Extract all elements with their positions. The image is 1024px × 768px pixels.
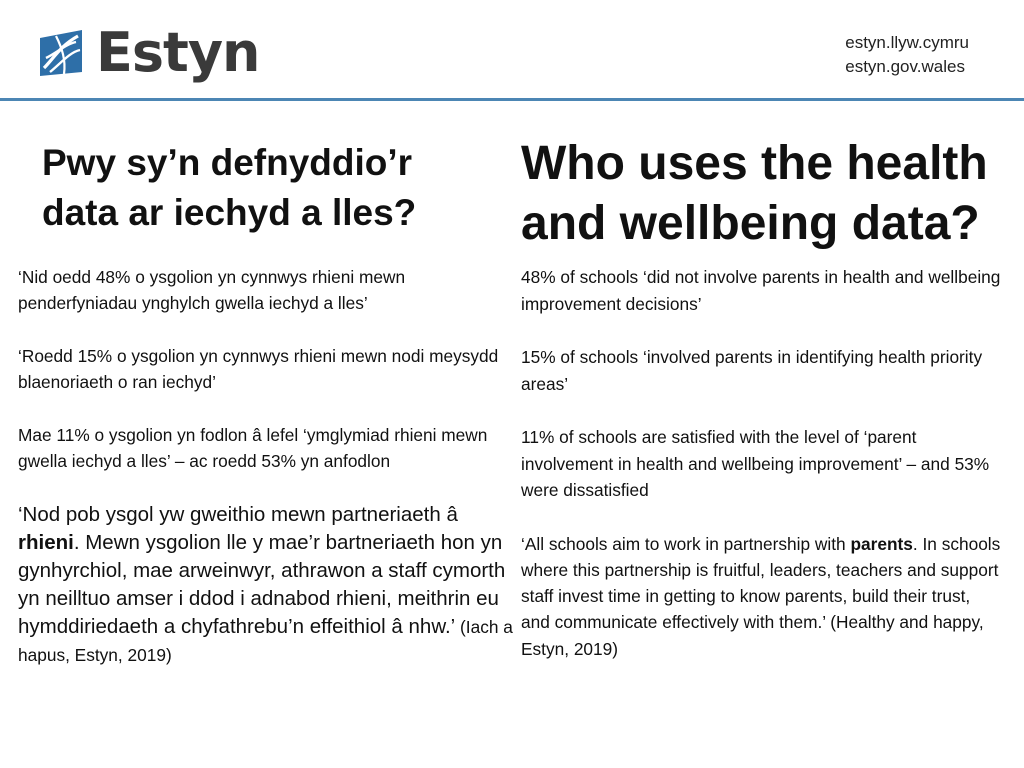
english-quote-citation: (Healthy and happy, Estyn, 2019) xyxy=(521,612,984,659)
logo-wordmark: Estyn xyxy=(96,21,260,84)
english-quote-rest: . In schools where this partnership is fruitful, leaders, teachers and support staff invest time in getting to know parents, build their trust, and communicate effectively with them.’ xyxy=(521,533,1001,633)
english-quote-emphasis: parents xyxy=(850,533,913,554)
welsh-title xyxy=(42,138,518,238)
english-title-line2: and wellbeing data? xyxy=(521,197,980,250)
header-divider xyxy=(0,98,1024,101)
english-title-line1: Who uses the health xyxy=(521,137,988,190)
welsh-title-line1: Pwy sy’n defnyddio’r xyxy=(42,142,413,183)
welsh-quote-citation: (Iach a hapus, Estyn, 2019) xyxy=(18,617,513,665)
welsh-title-block xyxy=(18,138,518,238)
welsh-stat-2: ‘Roedd 15% o ysgolion yn cynnwys rhieni mewn nodi meysydd blaenoriaeth o ran iechyd’ xyxy=(18,346,499,392)
english-stat-3: 11% of schools are satisfied with the level of ‘parent involvement in health and wellbeing improvement’ – and 53% were dissatisfied xyxy=(521,427,990,500)
welsh-body xyxy=(18,264,520,696)
estyn-logo[interactable] xyxy=(36,22,260,84)
english-quote-start: ‘All schools aim to work in partnership with xyxy=(521,533,851,554)
welsh-quote-rest: . Mewn ysgolion lle y mae’r bartneriaeth hon yn gynhyrchiol, mae arweinwyr, athrawon a staff cymorth yn neilltuo amser i ddod i adnabod rhieni, meithrin eu hymddiriedaeth a chyfathrebu’n effeithiol â nhw.’ xyxy=(18,531,506,638)
english-stat-1: 48% of schools ‘did not involve parents in health and wellbeing improvement decisions’ xyxy=(521,267,1001,314)
welsh-quote-emphasis: rhieni xyxy=(18,531,74,554)
welsh-quote xyxy=(18,501,520,669)
english-body xyxy=(521,264,1001,689)
welsh-stat-1: ‘Nid oedd 48% o ysgolion yn cynnwys rhieni mewn penderfyniadau ynghylch gwella iechyd a lles’ xyxy=(18,267,406,313)
site-links xyxy=(845,31,969,79)
english-title-block xyxy=(521,138,1001,254)
welsh-stat-3: Mae 11% o ysgolion yn fodlon â lefel ‘ymglymiad rhieni mewn gwella iechyd a lles’ – ac roedd 53% yn anfodlon xyxy=(18,425,488,471)
english-title xyxy=(521,134,1001,254)
english-quote xyxy=(521,531,1001,662)
estyn-logo-icon xyxy=(36,28,86,78)
english-site-link[interactable]: estyn.gov.wales xyxy=(845,57,965,76)
welsh-title-line2: data ar iechyd a lles? xyxy=(42,192,417,233)
english-stat-2: 15% of schools ‘involved parents in identifying health priority areas’ xyxy=(521,347,983,394)
header xyxy=(0,0,1024,100)
welsh-quote-start: ‘Nod pob ysgol yw gweithio mewn partneriaeth â xyxy=(18,503,458,526)
welsh-site-link[interactable]: estyn.llyw.cymru xyxy=(845,33,969,52)
